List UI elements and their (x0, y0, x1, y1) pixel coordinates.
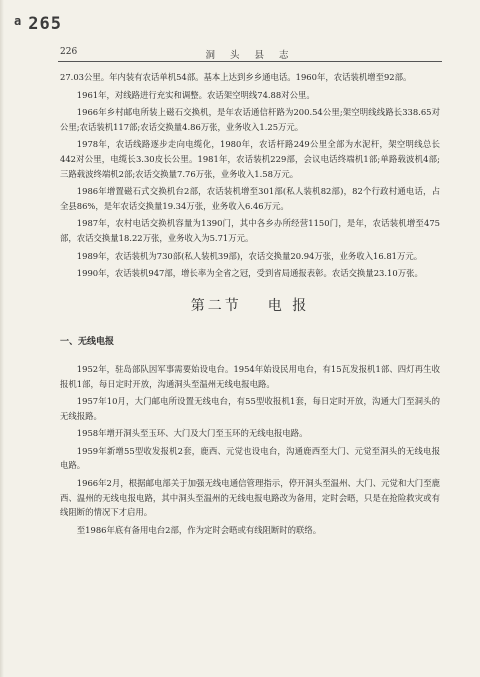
paragraph: 1958年增开洞头至玉环、大门及大门至玉环的无线电报电路。 (76, 428, 308, 439)
paragraph: 1952年，驻岛部队因军事需要始设电台。1954年始设民用电台，有15瓦发报机1部、四灯再生收报机1部，每日定时开放，沟通洞头至温州无线电报电路。 (60, 363, 440, 389)
paragraph: 1966年2月，根据邮电部关于加强无线电通信管理指示，停开洞头至温州、大门、元觉和大门至鹿西、温州的无线电报电路，其中洞头至温州的无线电报电路改为备用，定时会晤，只是在抢险救灾或有线阻断的情况下才启用。 (60, 478, 440, 518)
header-rule (58, 61, 442, 62)
page-stamp (14, 14, 62, 34)
stamp-number: 265 (28, 14, 62, 34)
section-number: 第二节 (190, 297, 242, 314)
paragraph: 1986年增置磁石式交换机台2部，农话装机增至301部(私人装机82部)，82个行政村通电话，占全县86%，是年农话交换量19.34万张，业务收入6.46万元。 (60, 186, 440, 211)
section-title (60, 299, 440, 314)
paragraph: 1990年，农话装机947部，增长率为全省之冠，受到省局通报表彰。农话交换量23.10万张。 (76, 268, 423, 279)
page-number: 226 (60, 47, 78, 57)
paragraph: 1987年，农村电话交换机容量为1390门，其中各乡办所经营1150门，是年，农话装机增至475部，农话交换量18.22万张，业务收入为5.71万元。 (60, 218, 440, 243)
paragraph: 1957年10月，大门邮电所设置无线电台，有55型收报机1套，每日定时开放，沟通大门至洞头的无线报路。 (60, 396, 440, 421)
paragraph: 1959年新增55型收发报机2套，鹿西、元觉也设电台，沟通鹿西至大门、元觉至洞头的无线电报电路。 (60, 445, 440, 471)
paragraph: 1978年，农话线路逐步走向电缆化，1980年，农话杆路249公里全部为水泥杆，架空明线总长442对公里，电缆长3.30皮长公里。1981年，农话装机229部，会议电话终端机1部;单路载波机4部;三路载波终端机2部;农话交换量7.76万张，业务收入1.58万元。 (60, 139, 440, 179)
stamp-mark: a (14, 14, 23, 28)
section-name: 电 报 (267, 297, 310, 314)
page-body (60, 70, 440, 540)
paragraph: 27.03公里。年内装有农话单机54部。基本上达到乡乡通电话。1960年，农话装机增至92部。 (60, 72, 412, 82)
paragraph: 1989年，农话装机为730部(私人装机39部)，农话交换量20.94万张，业务收入16.81万元。 (76, 250, 423, 261)
paragraph: 1961年，对线路进行充实和调整。农话架空明线74.88对公里。 (76, 89, 315, 100)
book-title: 洞 头 县 志 (205, 50, 295, 61)
scan-edge-shadow (0, 0, 4, 677)
paragraph: 1966年乡村邮电所装上磁石交换机，是年农话通信杆路为200.54公里;架空明线线路长338.65对公里;农话装机117部;农话交换量4.86万张，业务收入1.25万元。 (60, 107, 440, 132)
paragraph: 至1986年底有备用电台2部，作为定时会晤或有线阻断时的联络。 (76, 524, 322, 535)
subheading: 一、无线电报 (60, 337, 115, 348)
